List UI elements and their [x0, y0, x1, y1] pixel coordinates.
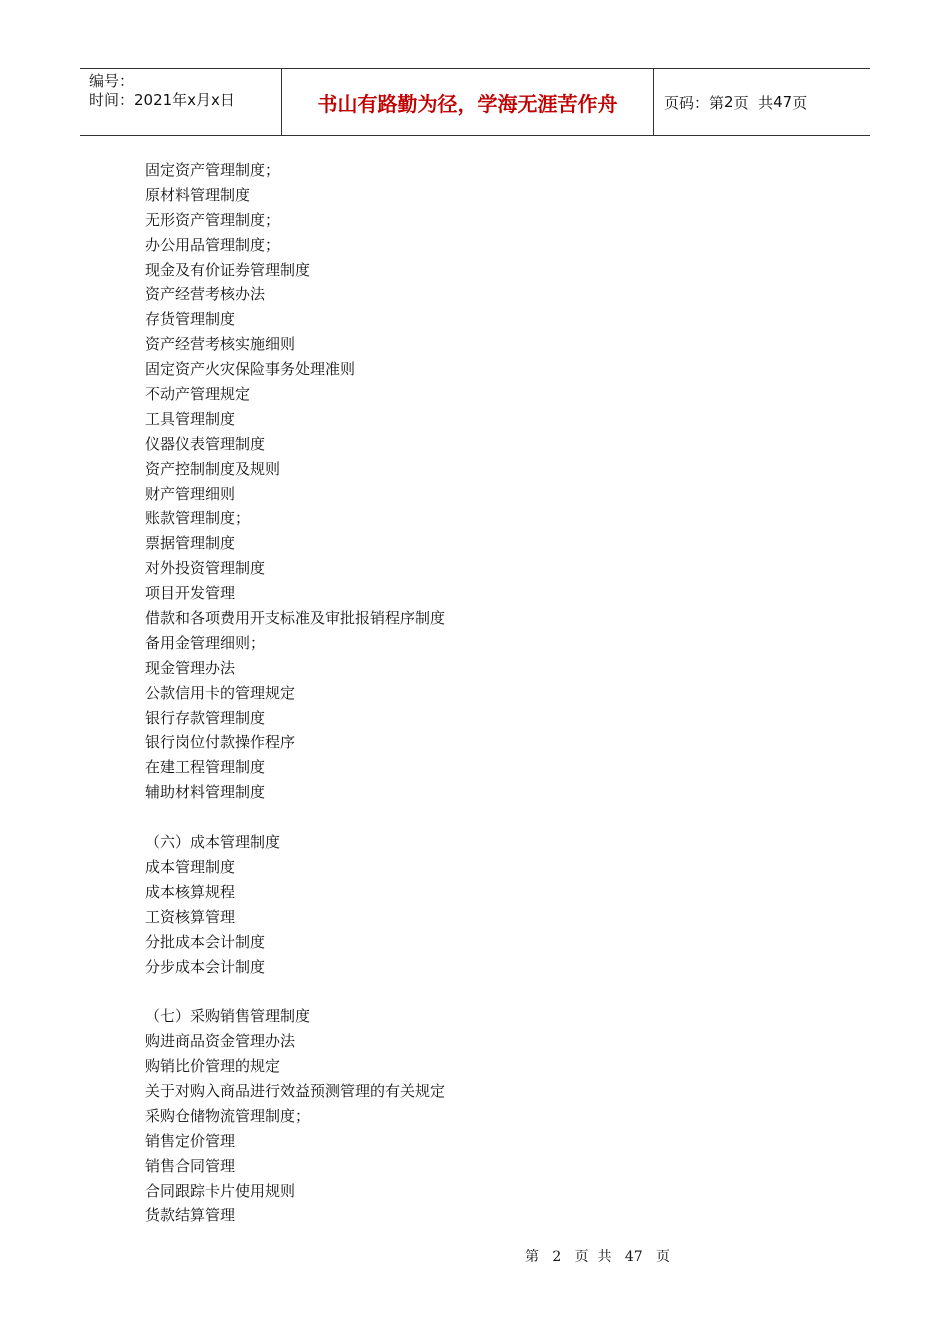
list-item: 工具管理制度 — [145, 409, 236, 428]
list-item: 购进商品资金管理办法 — [145, 1032, 296, 1051]
list-item: 分步成本会计制度 — [145, 957, 266, 976]
list-item: 辅助材料管理制度 — [145, 783, 266, 802]
header-meta — [80, 69, 282, 135]
footer-total: 47 — [624, 1249, 643, 1265]
header-page-suffix: 页 — [792, 93, 808, 112]
list-item: 账款管理制度； — [145, 509, 251, 528]
purchase-sales-list — [145, 1029, 845, 1228]
list-item: 票据管理制度 — [145, 534, 236, 553]
list-item: 现金及有价证券管理制度 — [145, 260, 311, 279]
document-body — [145, 158, 845, 1228]
list-item: 办公用品管理制度； — [145, 235, 281, 254]
list-item: 项目开发管理 — [145, 584, 236, 603]
list-item: 银行存款管理制度 — [145, 708, 266, 727]
list-item: 仪器仪表管理制度 — [145, 434, 266, 453]
list-item: 固定资产火灾保险事务处理准则 — [145, 360, 356, 379]
footer-suffix: 页 — [656, 1249, 671, 1265]
footer-mid: 页 共 — [574, 1249, 612, 1265]
list-item: 成本核算规程 — [145, 882, 236, 901]
list-item: 采购仓储物流管理制度； — [145, 1106, 311, 1125]
list-item: 存货管理制度 — [145, 310, 236, 329]
cost-management-list — [145, 855, 845, 979]
list-item: 工资核算管理 — [145, 907, 236, 926]
list-item: 销售合同管理 — [145, 1156, 236, 1175]
header-page-current: 2 — [724, 93, 734, 111]
list-item: 合同跟踪卡片使用规则 — [145, 1181, 296, 1200]
page-footer — [0, 1246, 950, 1266]
list-item: 资产经营考核办法 — [145, 285, 266, 304]
list-item: 在建工程管理制度 — [145, 758, 266, 777]
list-item: 银行岗位付款操作程序 — [145, 733, 296, 752]
list-item: 无形资产管理制度； — [145, 210, 281, 229]
header-motto: 书山有路勤为径，学海无涯苦作舟 — [282, 69, 654, 135]
list-item: 现金管理办法 — [145, 658, 236, 677]
spacer — [145, 979, 845, 1004]
list-item: 备用金管理细则； — [145, 633, 266, 652]
footer-current: 2 — [552, 1249, 562, 1265]
list-item: 原材料管理制度 — [145, 185, 251, 204]
list-item: 货款结算管理 — [145, 1206, 236, 1225]
document-number-label: 编号： — [89, 72, 135, 90]
list-item: 不动产管理规定 — [145, 385, 251, 404]
list-item: 借款和各项费用开支标准及审批报销程序制度 — [145, 609, 446, 628]
header-page-info — [654, 69, 870, 135]
document-time-label: 时间：2021年x月x日 — [89, 91, 235, 109]
list-item: 购销比价管理的规定 — [145, 1057, 281, 1076]
asset-management-list — [145, 158, 845, 805]
header-page-prefix: 页码：第 — [664, 93, 725, 112]
section-heading-six: （六）成本管理制度 — [145, 833, 281, 852]
list-item: 公款信用卡的管理规定 — [145, 683, 296, 702]
header-page-total: 47 — [773, 93, 793, 111]
footer-prefix: 第 — [524, 1249, 539, 1265]
list-item: 资产经营考核实施细则 — [145, 335, 296, 354]
list-item: 对外投资管理制度 — [145, 559, 266, 578]
header-page-mid: 页 共 — [733, 93, 774, 112]
list-item: 销售定价管理 — [145, 1131, 236, 1150]
list-item: 财产管理细则 — [145, 484, 236, 503]
list-item: 关于对购入商品进行效益预测管理的有关规定 — [145, 1081, 446, 1100]
list-item: 成本管理制度 — [145, 857, 236, 876]
list-item: 资产控制制度及规则 — [145, 459, 281, 478]
page-header — [80, 68, 870, 136]
list-item: 分批成本会计制度 — [145, 932, 266, 951]
list-item: 固定资产管理制度； — [145, 161, 281, 179]
spacer — [145, 805, 845, 830]
section-heading-seven: （七）采购销售管理制度 — [145, 1007, 311, 1026]
